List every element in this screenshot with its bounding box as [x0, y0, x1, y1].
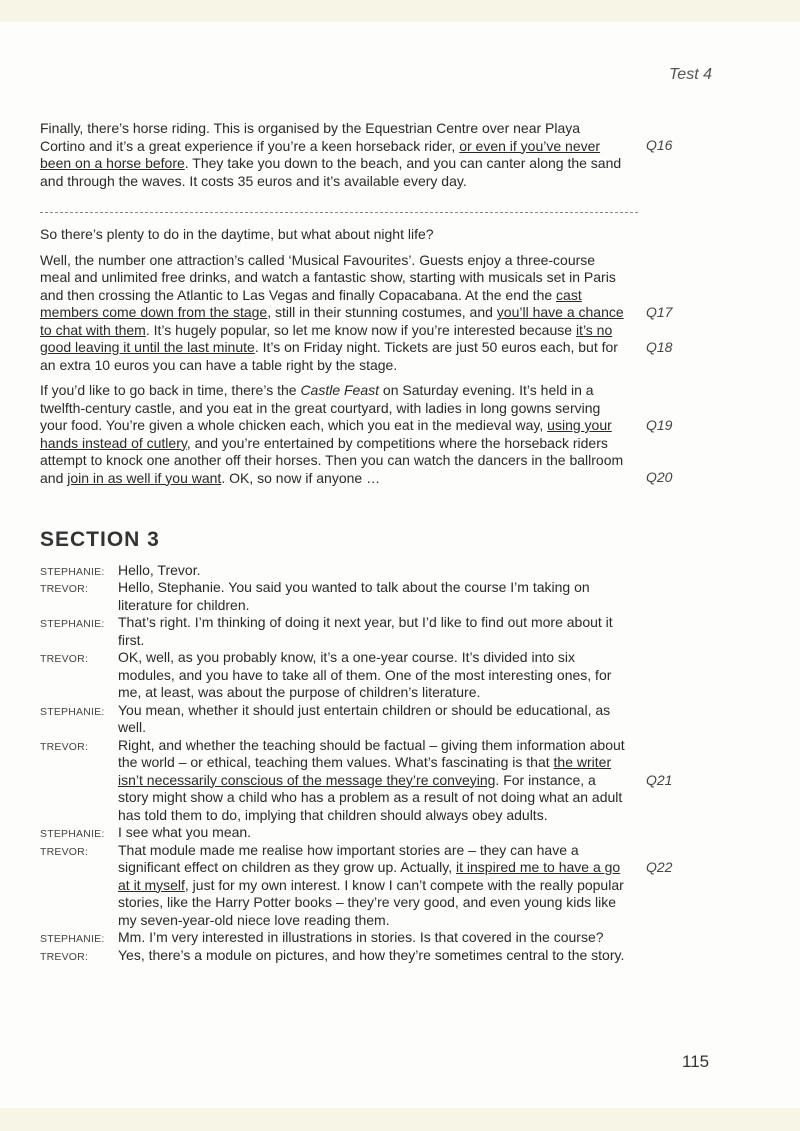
dialogue-line — [40, 702, 720, 737]
speech-text: That module made me realise how important stories are – they can have a significant effect on children as they grow up. Actually, it inspired me to have a go at it myself, just for my own interest. I know I can’t compete with the really popular stories, like the Harry Potter books – they’re very good, and even young kids like my seven-year-old niece love reading them. Q22 — [118, 841, 673, 928]
text: , and you’re entertained by competitions where the horseback riders attempt to knock one another off their horses. Then you can watch the dancers in the ballroom and — [40, 434, 624, 486]
text: So there’s plenty to do in the daytime, but what about night life? — [40, 226, 434, 242]
text: . They take you down to the beach, and you can canter along the sand and through the waves. It costs 35 euros and it’s available every day. — [40, 155, 622, 189]
dialogue-line — [40, 929, 720, 947]
speaker-label: STEPHANIE: — [40, 705, 105, 718]
speech-text: Right, and whether the teaching should be factual – giving them information about the world – or ethical, teaching them values. What’s fascinating is that the writer isn’t necessarily conscious of the message they’re conveying. For instance, a story might show a child who has a problem as a result of not doing what an adult has told them to do, implying that children should always obey adults. Q21 — [118, 736, 673, 823]
paragraph-night-life — [40, 226, 625, 244]
speaker-label: TREVOR: — [40, 583, 89, 595]
text: . OK, so now if anyone … — [221, 469, 381, 486]
dialogue-line — [40, 562, 720, 580]
speaker-label: TREVOR: — [40, 950, 89, 963]
dialogue-line — [40, 579, 720, 614]
question-marker: Q18 — [646, 338, 673, 355]
speech-text: Yes, there’s a module on pictures, and how they’re sometimes central to the story. — [118, 946, 625, 963]
section-3-heading: SECTION 3 — [40, 528, 160, 551]
dialogue-line — [40, 737, 720, 825]
speaker-label: STEPHANIE: — [40, 933, 105, 945]
text: on Saturday evening. It’s held in a twelfth-century castle, and you eat in the great courtyard, with ladies in long gowns serving your food. You’re given a whole chicken each, which you eat in the medieval way, — [40, 382, 601, 433]
speech-text: Mm. I’m very interested in illustrations in stories. Is that covered in the course? — [118, 929, 604, 945]
answer-underline: you’ll have a chance to chat with them — [40, 304, 624, 338]
answer-underline: or even if you’ve never been on a horse before — [40, 137, 601, 171]
answer-underline: cast members come down from the stage — [40, 286, 582, 320]
paragraph-musical-favourites — [40, 251, 673, 375]
speaker-label: STEPHANIE: — [40, 618, 105, 630]
answer-underline: using your hands instead of cutlery — [40, 417, 612, 451]
answer-underline: it inspired me to have a go at it myself — [118, 859, 621, 893]
question-marker: Q16 — [646, 137, 673, 153]
question-marker: Q21 — [646, 771, 673, 788]
speaker-label: STEPHANIE: — [40, 828, 105, 840]
page-content — [40, 120, 720, 964]
text: . It’s hugely popular, so let me know now if you’re interested because — [145, 321, 576, 338]
top-margin-band — [0, 0, 800, 22]
speaker-label: TREVOR: — [40, 845, 89, 858]
dialogue-line — [40, 842, 720, 930]
speaker-label: STEPHANIE: — [40, 565, 105, 578]
dashed-divider — [40, 212, 638, 213]
speech-text: Hello, Trevor. — [118, 561, 201, 578]
paragraph-horse-riding — [40, 120, 673, 190]
test-label: Test 4 — [669, 66, 712, 83]
speech-text: That’s right. I’m thinking of doing it next year, but I’d like to find out more about it first. — [118, 614, 613, 648]
speech-text: I see what you mean. — [118, 824, 252, 840]
speech-text: Hello, Stephanie. You said you wanted to talk about the course I’m taking on literature for children. — [118, 579, 590, 613]
speech-text: You mean, whether it should just entertain children or should be educational, as well. — [118, 701, 611, 735]
dialogue-line — [40, 649, 720, 702]
answer-underline: the writer isn’t necessarily conscious of the message they’re conveying — [118, 754, 612, 788]
dialogue-line — [40, 824, 720, 842]
answer-underline: join in as well if you want — [67, 469, 222, 486]
question-marker: Q19 — [646, 417, 673, 433]
dialogue-line — [40, 614, 720, 649]
bottom-margin-band — [0, 1108, 800, 1131]
event-title: Castle Feast — [300, 382, 380, 398]
question-marker: Q22 — [646, 858, 673, 875]
speech-text: OK, well, as you probably know, it’s a one-year course. It’s divided into six modules, and you have to take all of them. One of the most interesting ones, for me, at least, was about the purpose of children’s literature. — [118, 649, 612, 700]
text: Well, the number one attraction’s called ‘Musical Favourites’. Guests enjoy a three-course meal and unlimited free drinks, and watch a fantastic show, starting with musicals set in Paris and then crossing the Atlantic to Las Vegas and finally Copacabana. At the end the — [40, 251, 616, 303]
speaker-label: TREVOR: — [40, 740, 89, 753]
dialogue-line — [40, 947, 720, 965]
page-number: 115 — [682, 1052, 710, 1071]
speaker-label: TREVOR: — [40, 653, 89, 665]
text: If you’d like to go back in time, there’s the — [40, 382, 301, 398]
answer-underline: it’s no good leaving it until the last minute — [40, 321, 613, 355]
text: , still in their stunning costumes, and — [267, 304, 497, 320]
text: . It’s on Friday night. Tickets are just 50 euros each, but for an extra 10 euros you can have a table right by the stage. — [40, 339, 618, 373]
question-marker: Q20 — [646, 469, 673, 485]
text: Finally, there’s horse riding. This is organised by the Equestrian Centre over near Playa Cortino and it’s a great experience if you’re a keen horseback rider, — [40, 120, 581, 154]
question-marker: Q17 — [646, 303, 673, 320]
paragraph-castle-feast — [40, 382, 673, 487]
